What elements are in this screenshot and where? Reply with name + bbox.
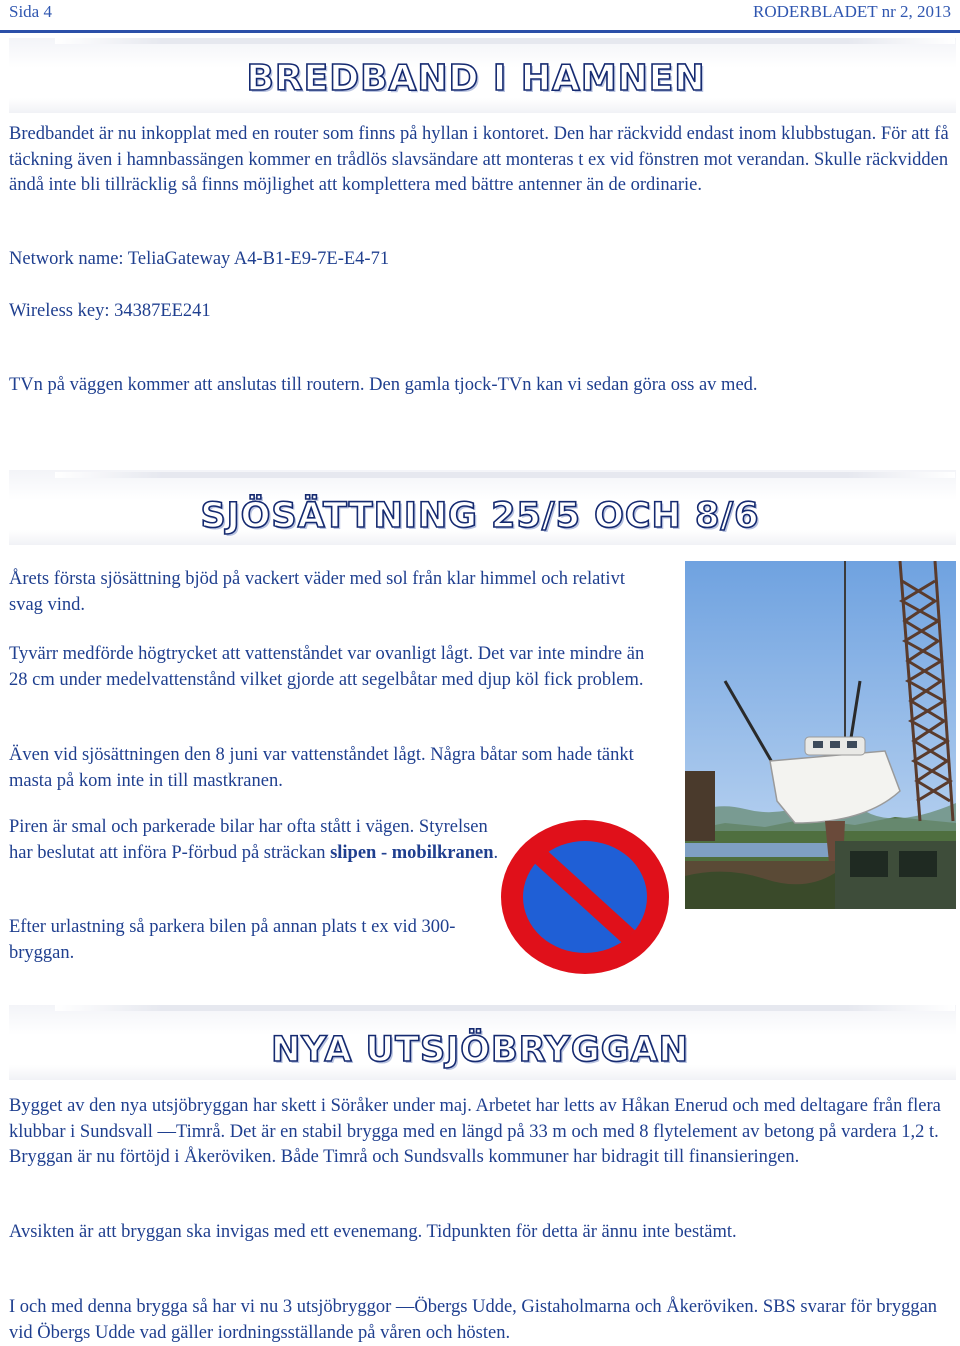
sjosattning-paragraph-unloading: Efter urlastning så parkera bilen på annan plats t ex vid 300-bryggan. (9, 917, 456, 963)
header-rule (0, 30, 960, 33)
sjosattning-paragraph-parking (9, 815, 509, 866)
utsjobryggan-paragraph-inauguration: Avsikten är att bryggan ska invigas med ett evenemang. Tidpunkten för detta är ännu inte bestämt. (9, 1222, 737, 1242)
sjosattning-paragraph-water-level: Tyvärr medförde högtrycket att vattenståndet var ovanligt lågt. Det var inte mindre än 28 cm under medelvattenstånd vilket gjorde att segelbåtar med djup köl fick problem. (9, 644, 645, 690)
sjosattning-paragraph-june: Även vid sjösättningen den 8 juni var vattenståndet lågt. Några båtar som hade tänkt masta på kom inte in till mastkranen. (9, 745, 634, 791)
parking-text: Piren är smal och parkerade bilar har ofta stått i vägen. Styrelsen har beslutat att införa P-förbud på sträckan (9, 817, 488, 863)
boat-crane-launch-photo (685, 561, 956, 909)
parking-period: . (493, 842, 499, 863)
bredband-intro-paragraph: Bredbandet är nu inkopplat med en router som finns på hyllan i kontoret. Den har räckvidd endast inom klubbstugan. För att få täckning även i hamnbassängen kommer en trådlös slavsändare att monteras t ex vid fönstren mot verandan. Skulle räckvidden ändå inte bli tillräcklig så finns möjlighet att komplettera med bättre antenner än de ordinarie. (9, 124, 949, 195)
section-title-strip (55, 472, 955, 478)
section-title-strip (55, 38, 955, 44)
tv-paragraph: TVn på väggen kommer att anslutas till routern. Den gamla tjock-TVn kan vi sedan göra oss av med. (9, 375, 758, 395)
utsjobryggan-paragraph-build: Bygget av den nya utsjöbryggan har skett i Söråker under maj. Arbetet har letts av Håkan Enerud och med deltagare från flera klubbar i Sundsvall —Timrå. Det är en stabil brygga med en längd på 33 m och med 8 flytelement av betong på vardera 1,2 t. Bryggan är nu förtöjd i Åkeröviken. Både Timrå och Sundsvalls kommuner har bidragit till finansieringen. (9, 1096, 941, 1167)
wireless-key-line: Wireless key: 34387EE241 (9, 301, 211, 321)
section-title-bredband: BREDBAND I HAMNEN (246, 58, 706, 99)
sjosattning-paragraph-weather: Årets första sjösättning bjöd på vackert väder med sol från klar himmel och relativt svag vind. (9, 569, 625, 615)
network-name-line: Network name: TeliaGateway A4-B1-E9-7E-E4-71 (9, 249, 390, 269)
utsjobryggan-paragraph-piers: I och med denna brygga så har vi nu 3 utsjöbryggor —Öbergs Udde, Gistaholmarna och Åkeröviken. SBS svarar för bryggan vid Öbergs Udde vad gäller iordningsställande på våren och hösten. (9, 1297, 938, 1343)
section-title-strip (55, 1005, 955, 1011)
page-number: Sida 4 (9, 2, 52, 21)
section-title-utsjobryggan: NYA UTSJÖBRYGGAN (271, 1030, 689, 1070)
section-title-sjosattning: SJÖSÄTTNING 25/5 OCH 8/6 (200, 496, 760, 536)
parking-zone-bold: slipen - mobilkranen (330, 842, 494, 863)
no-parking-sign-icon (497, 817, 673, 982)
publication-issue: RODERBLADET nr 2, 2013 (752, 2, 951, 21)
